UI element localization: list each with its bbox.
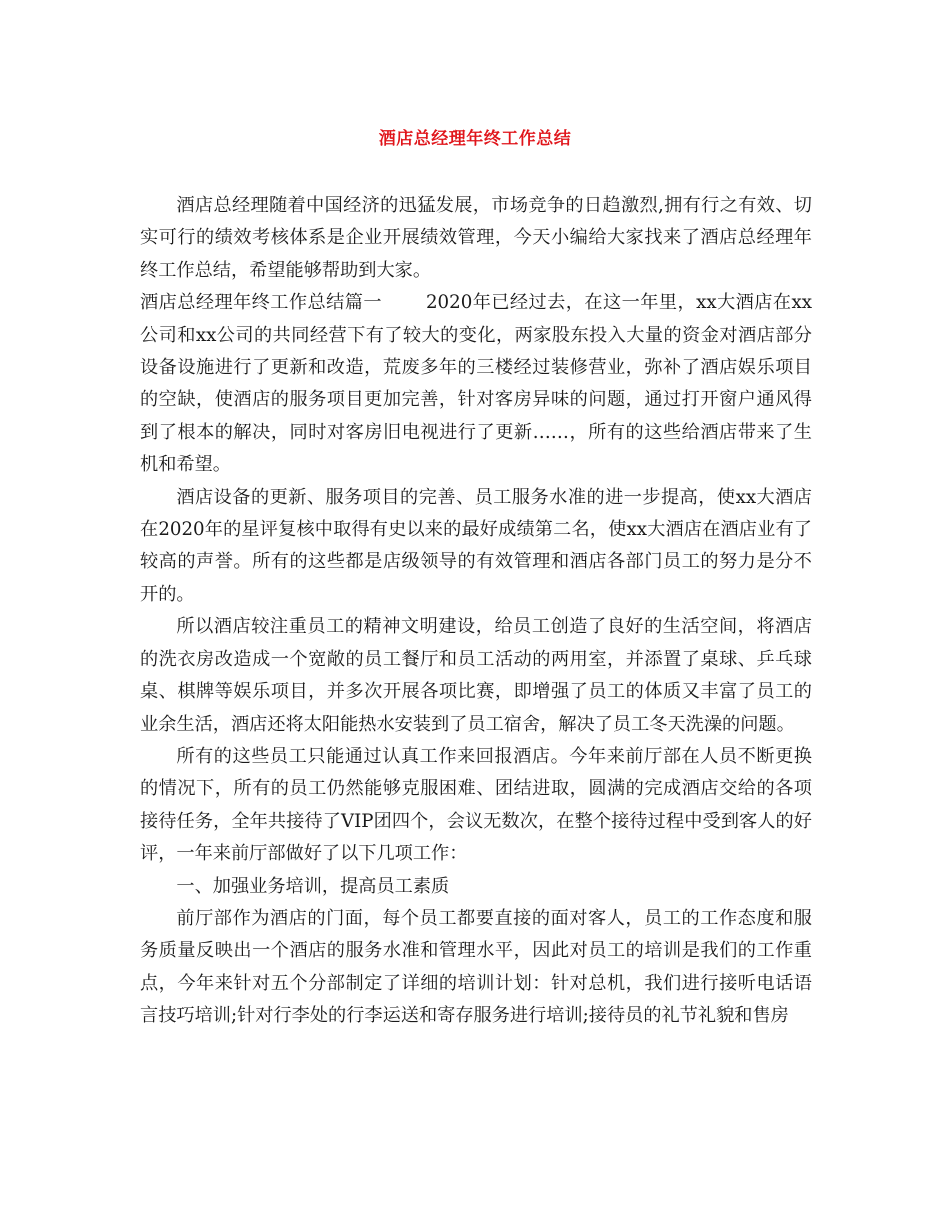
body-paragraph: 所有的这些员工只能通过认真工作来回报酒店。今年来前厅部在人员不断更换的情况下，所有的员工仍然能够克服困难、团结进取，圆满的完成酒店交给的各项接待任务，全年共接待了VIP团四个，会议无数次，在整个接待过程中受到客人的好评，一年来前厅部做好了以下几项工作： (140, 745, 812, 865)
body-paragraph: 酒店设备的更新、服务项目的完善、员工服务水准的进一步提高，使xx大酒店在2020年的星评复核中取得有史以来的最好成绩第二名，使xx大酒店在酒店业有了较高的声誉。所有的这些都是店级领导的有效管理和酒店各部门员工的努力是分不开的。 (140, 486, 812, 605)
intro-paragraph: 酒店总经理随着中国经济的迅猛发展，市场竞争的日趋激烈,拥有行之有效、切实可行的绩效考核体系是企业开展绩效管理，今天小编给大家找来了酒店总经理年终工作总结，希望能够帮助到大家。 (140, 195, 812, 281)
document-body (140, 190, 812, 1033)
subsection-heading: 一、加强业务培训，提高员工素质 (176, 875, 450, 897)
body-paragraph: 所以酒店较注重员工的精神文明建设，给员工创造了良好的生活空间，将酒店的洗衣房改造成一个宽敞的员工餐厅和员工活动的两用室，并添置了桌球、乒乓球桌、棋牌等娱乐项目，并多次开展各项比赛，即增强了员工的体质又丰富了员工的业余生活，酒店还将太阳能热水安装到了员工宿舍，解决了员工冬天洗澡的问题。 (140, 616, 812, 735)
section-first-paragraph (140, 287, 812, 481)
document-title: 酒店总经理年终工作总结 (378, 129, 572, 149)
section-first-text: 2020年已经过去，在这一年里，xx大酒店在xx公司和xx公司的共同经营下有了较大的变化，两家股东投入大量的资金对酒店部分设备设施进行了更新和改造，荒废多年的三楼经过装修营业，弥补了酒店娱乐项目的空缺，使酒店的服务项目更加完善，针对客房异味的问题，通过打开窗户通风得到了根本的解决，同时对客房旧电视进行了更新……，所有的这些给酒店带来了生机和希望。 (140, 292, 812, 476)
body-paragraph: 前厅部作为酒店的门面，每个员工都要直接的面对客人，员工的工作态度和服务质量反映出一个酒店的服务水准和管理水平，因此对员工的培训是我们的工作重点，今年来针对五个分部制定了详细的培训计划：针对总机，我们进行接听电话语言技巧培训;针对行李处的行李运送和寄存服务进行培训;接待员的礼节礼貌和售房 (140, 907, 812, 1027)
section-heading: 酒店总经理年终工作总结篇一 (140, 292, 382, 314)
